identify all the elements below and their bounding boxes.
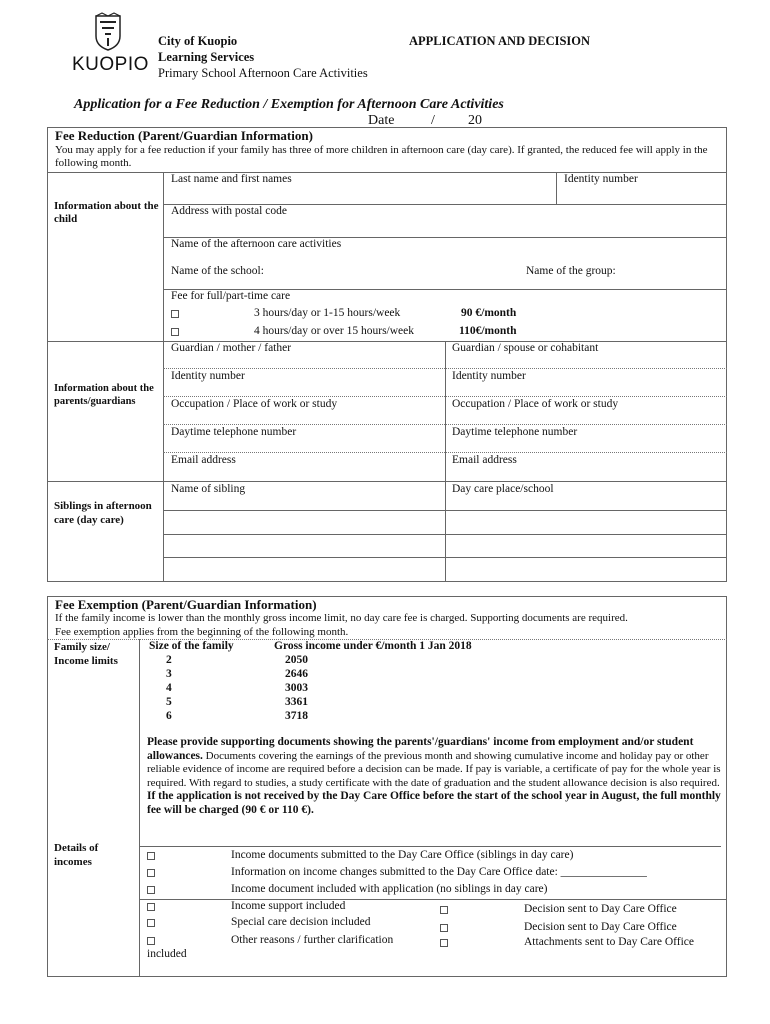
child-info-label: Information about the child (54, 200, 159, 225)
income-limit-row (166, 654, 366, 668)
guardian-1-phone-field[interactable]: Daytime telephone number (171, 426, 297, 438)
office-check-row[interactable] (440, 936, 725, 953)
family-size: 2 (166, 654, 172, 666)
fee-option-price: 110€/month (459, 325, 517, 337)
care-activities-name-field[interactable]: Name of the afternoon care activities (171, 238, 342, 250)
supporting-documents-note (147, 736, 722, 817)
fee-option-1[interactable] (171, 307, 551, 323)
guardian-1-field[interactable]: Guardian / mother / father (171, 342, 292, 354)
checkbox-icon[interactable] (440, 924, 448, 932)
income-check-label: Information on income changes submitted to the Day Care Office date: _______________ (231, 866, 647, 878)
guardian-2-email-field[interactable]: Email address (452, 454, 517, 466)
school-name-field[interactable]: Name of the school: (171, 265, 264, 277)
fee-option-text: 3 hours/day or 1-15 hours/week (254, 307, 401, 319)
guardian-1-identity-field[interactable]: Identity number (171, 370, 245, 382)
checkbox-icon[interactable] (440, 906, 448, 914)
income-limit: 3003 (285, 682, 308, 694)
child-identity-number-field[interactable]: Identity number (564, 173, 638, 185)
income-check-label: Income document included with application (no siblings in day care) (231, 883, 548, 895)
sibling-row[interactable] (164, 511, 726, 534)
page-title: Application for a Fee Reduction / Exemption for Afternoon Care Activities (74, 97, 504, 112)
office-check-row[interactable] (147, 900, 437, 917)
checkbox-icon[interactable] (171, 310, 179, 318)
checkbox-icon[interactable] (147, 886, 155, 894)
org-unit: Primary School Afternoon Care Activities (158, 66, 368, 80)
sibling-place-header: Day care place/school (452, 483, 554, 495)
family-size: 6 (166, 710, 172, 722)
parents-info-label: Information about the parents/guardians (54, 383, 154, 407)
last-first-names-field[interactable]: Last name and first names (171, 173, 292, 185)
fee-exemption-intro-1: If the family income is lower than the monthly gross income limit, no day care fee is charged. Supporting documents are required. (55, 612, 628, 624)
family-size: 3 (166, 668, 172, 680)
office-check-tail: included (147, 948, 187, 960)
office-check-row[interactable] (147, 916, 437, 933)
note-text: Documents covering the earnings of the previous month and showing cumulative income and holiday pay or other reliable evidence of income are required before a decision can be made. If pay is variable, a certificate of pay for the whole year is required. With regard to studies, a study certificate with the date of graduation and the student allowance decision is also required. (147, 749, 721, 789)
doc-type: APPLICATION AND DECISION (409, 34, 591, 48)
family-size-header: Size of the family (149, 640, 234, 652)
guardian-2-phone-field[interactable]: Daytime telephone number (452, 426, 578, 438)
family-size: 5 (166, 696, 172, 708)
coat-of-arms-icon (72, 12, 144, 52)
address-field[interactable]: Address with postal code (171, 205, 287, 217)
income-limit: 3361 (285, 696, 308, 708)
office-check-label: Special care decision included (231, 916, 371, 928)
group-name-field[interactable]: Name of the group: (526, 265, 616, 277)
office-check-label: Other reasons / further clarification (231, 934, 394, 946)
guardian-2-occupation-field[interactable]: Occupation / Place of work or study (452, 398, 619, 410)
office-check-row[interactable] (147, 934, 437, 951)
org-name: City of Kuopio (158, 34, 238, 48)
guardian-2-identity-field[interactable]: Identity number (452, 370, 526, 382)
sibling-row[interactable] (164, 535, 726, 557)
income-limit-row (166, 682, 366, 696)
office-check-label: Income support included (231, 900, 346, 912)
checkbox-icon[interactable] (147, 903, 155, 911)
fee-option-price: 90 €/month (461, 307, 517, 319)
income-check-row[interactable] (147, 849, 722, 866)
income-check-label: Income documents submitted to the Day Care Office (siblings in day care) (231, 849, 574, 861)
income-limit-row (166, 710, 366, 724)
siblings-label: Siblings in afternoon care (day care) (54, 500, 152, 526)
fee-exemption-heading: Fee Exemption (Parent/Guardian Information) (55, 597, 317, 612)
fee-option-2[interactable] (171, 325, 551, 341)
income-check-row[interactable] (147, 866, 722, 883)
office-check-label: Decision sent to Day Care Office (524, 903, 677, 915)
guardian-1-email-field[interactable]: Email address (171, 454, 236, 466)
checkbox-icon[interactable] (171, 328, 179, 336)
logo-text: KUOPIO (72, 54, 149, 75)
income-limit: 3718 (285, 710, 308, 722)
income-limit-row (166, 696, 366, 710)
guardian-1-occupation-field[interactable]: Occupation / Place of work or study (171, 398, 338, 410)
office-check-row[interactable] (440, 903, 725, 920)
income-limit-row (166, 668, 366, 682)
date-year: 20 (468, 113, 482, 128)
checkbox-icon[interactable] (147, 919, 155, 927)
income-limit: 2646 (285, 668, 308, 680)
org-department: Learning Services (158, 50, 255, 64)
deadline-note: If the application is not received by the Day Care Office before the start of the school year in August, the full monthly fee will be charged (90 € or 110 €). (147, 790, 721, 816)
fee-label: Fee for full/part-time care (171, 290, 291, 302)
checkbox-icon[interactable] (147, 869, 155, 877)
family-size: 4 (166, 682, 172, 694)
gross-income-header: Gross income under €/month 1 Jan 2018 (274, 640, 472, 652)
checkbox-icon[interactable] (147, 937, 155, 945)
note-bold: Please provide supporting documents showing the parents'/guardians' income from employment and/or student allowances. (147, 736, 694, 762)
incomes-details-label: Details of incomes (54, 842, 99, 868)
office-check-label: Decision sent to Day Care Office (524, 921, 677, 933)
guardian-2-field[interactable]: Guardian / spouse or cohabitant (452, 342, 599, 354)
fee-option-text: 4 hours/day or over 15 hours/week (254, 325, 415, 337)
income-limits-label: Family size/ Income limits (54, 641, 118, 667)
fee-reduction-intro: You may apply for a fee reduction if your family has three of more children in afternoon care (day care). If granted, the reduced fee will apply in the following month. (55, 144, 708, 169)
sibling-row[interactable] (164, 558, 726, 581)
city-logo (72, 12, 149, 78)
fee-reduction-heading: Fee Reduction (Parent/Guardian Information) (55, 128, 313, 143)
sibling-name-header: Name of sibling (171, 483, 246, 495)
fee-exemption-intro-2: Fee exemption applies from the beginning of the following month. (55, 626, 349, 638)
income-check-row[interactable] (147, 883, 722, 900)
office-check-label: Attachments sent to Day Care Office (524, 936, 694, 948)
income-limit: 2050 (285, 654, 308, 666)
date-label: Date (368, 113, 395, 128)
date-separator: / (431, 113, 435, 128)
checkbox-icon[interactable] (147, 852, 155, 860)
checkbox-icon[interactable] (440, 939, 448, 947)
